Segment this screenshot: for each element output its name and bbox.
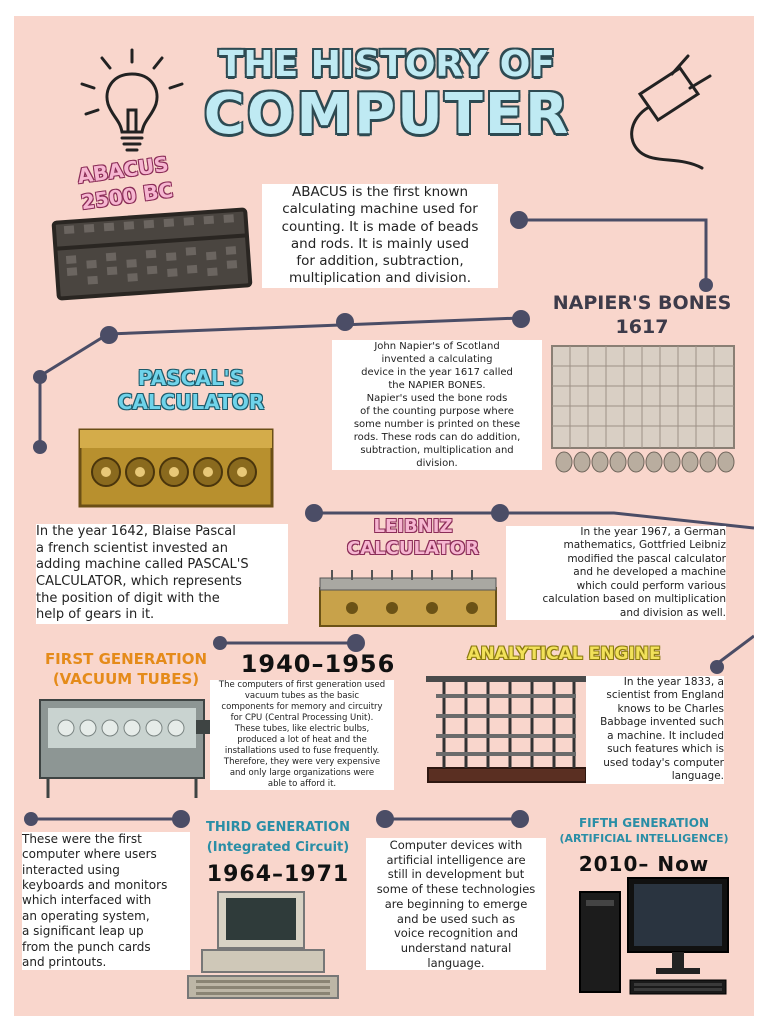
timeline-dot <box>699 278 713 292</box>
text-line: The computers of first generation used <box>218 680 386 690</box>
text-line: and division as well. <box>619 606 726 619</box>
text-line: In the year 1833, a <box>623 676 724 688</box>
text-line: adding machine called PASCAL'S <box>36 557 249 573</box>
ai-description <box>366 838 546 970</box>
text-line: an operating system, <box>22 908 150 923</box>
text-line: voice recognition and <box>393 926 519 941</box>
text-line: computer where users <box>22 847 157 862</box>
timeline-dot <box>100 326 118 344</box>
text-line: a machine. It included <box>607 729 724 742</box>
timeline-dot <box>512 310 530 328</box>
text-line: multiplication and division. <box>288 270 472 287</box>
third-gen-title-line-1: THIRD GENERATION <box>206 820 350 835</box>
poster <box>14 16 754 1016</box>
text-line: and rods. It is mainly used <box>290 235 470 252</box>
text-line: CALCULATOR, which represents <box>36 573 242 589</box>
timeline-dot <box>376 810 394 828</box>
analytical-engine-title: ANALYTICAL ENGINE <box>467 644 661 664</box>
vacuum-tube-computer-image <box>36 690 216 802</box>
abacus-title: ABACUS <box>76 151 170 189</box>
pascal-title-line-2: CALCULATOR <box>117 390 265 414</box>
text-line: invented a calculating <box>381 354 493 365</box>
text-line: interacted using <box>22 862 120 877</box>
fifth-gen-years: 2010– Now <box>578 852 710 876</box>
leibniz-title-line-2: CALCULATOR <box>347 538 479 559</box>
first-gen-description <box>210 680 394 790</box>
napier-description <box>332 340 542 470</box>
pascal-calculator-image <box>76 422 276 512</box>
timeline-dot <box>710 660 724 674</box>
text-line: mathematics, Gottfried Leibniz <box>563 539 726 552</box>
text-line: and be used such as <box>396 911 516 926</box>
text-line: help of gears in it. <box>36 607 155 623</box>
third-gen-title-line-2: (Integrated Circuit) <box>206 840 350 855</box>
pascal-description <box>36 524 288 624</box>
text-line: knows to be Charles <box>617 702 724 715</box>
fifth-gen-title-line-2: (ARTIFICIAL INTELLIGENCE) <box>559 832 729 845</box>
text-line: produced a lot of heat and the <box>237 735 367 746</box>
text-line: John Napier's of Scotland <box>374 341 500 352</box>
abacus-date: 2500 BC <box>79 177 175 215</box>
text-line: keyboards and monitors <box>22 878 168 893</box>
plug-icon <box>610 48 720 178</box>
text-line: which could perform various <box>576 579 726 592</box>
napier-bones-image <box>550 344 736 476</box>
timeline-dot <box>24 812 38 826</box>
text-line: and printouts. <box>22 954 107 969</box>
timeline-dot <box>172 810 190 828</box>
text-line: Computer devices with <box>389 838 523 852</box>
timeline-dot <box>213 636 227 650</box>
text-line: division. <box>416 458 458 469</box>
text-line: from the punch cards <box>22 939 151 954</box>
text-line: some number is printed on these <box>353 419 521 430</box>
text-line: and he developed a machine <box>573 566 726 579</box>
text-line: a french scientist invested an <box>36 540 228 556</box>
fifth-gen-title-line-1: FIFTH GENERATION <box>578 816 710 830</box>
timeline-dot <box>305 504 323 522</box>
text-line: such features which is <box>607 743 724 756</box>
text-line: components for memory and circuitry <box>221 702 383 713</box>
modern-pc-image <box>574 876 734 1004</box>
text-line: Therefore, they were very expensive <box>223 757 381 768</box>
first-gen-years: 1940–1956 <box>240 650 396 678</box>
napier-date: 1617 <box>615 316 669 338</box>
text-line: are beginning to emerge <box>384 896 528 911</box>
text-line: subtraction, multiplication and <box>360 445 514 456</box>
text-line: the position of digit with the <box>36 590 220 606</box>
text-line: calculating machine used for <box>282 201 478 218</box>
text-line: understand natural <box>400 941 512 956</box>
text-line: Napier's used the bone rods <box>366 393 508 404</box>
text-line: modified the pascal calculator <box>567 552 726 565</box>
timeline-dot <box>33 370 47 384</box>
title-line-2: COMPUTER <box>203 82 571 147</box>
analytical-engine-image <box>424 672 590 788</box>
leibniz-title-line-1: LEIBNIZ <box>373 516 453 537</box>
text-line: for CPU (Central Processing Unit). <box>230 713 374 724</box>
timeline-dot <box>33 440 47 454</box>
lightbulb-icon <box>72 44 192 164</box>
pascal-title-line-1: PASCAL'S <box>137 366 245 390</box>
text-line: some of these technologies <box>376 882 536 897</box>
napier-title: NAPIER'S BONES <box>552 292 732 314</box>
text-line: scientist from England <box>606 689 724 702</box>
text-line: In the year 1642, Blaise Pascal <box>36 524 236 539</box>
text-line: able to afford it. <box>267 779 337 790</box>
first-gen-title-line-1: FIRST GENERATION <box>44 650 208 668</box>
text-line: language. <box>671 770 724 783</box>
analytical-engine-description <box>586 676 724 784</box>
text-line: counting. It is made of beads <box>281 218 479 235</box>
abacus-image <box>50 206 254 302</box>
text-line: and only large organizations were <box>229 768 375 779</box>
text-line: of the counting purpose where <box>360 406 514 417</box>
leibniz-calculator-image <box>312 568 502 630</box>
text-line: calculation based on multiplication <box>542 593 726 606</box>
text-line: used today's computer <box>603 756 724 769</box>
first-gen-title-line-2: (VACUUM TUBES) <box>52 670 200 688</box>
text-line: These tubes, like electric bulbs, <box>234 724 370 735</box>
text-line: These were the first <box>22 832 142 846</box>
text-line: device in the year 1617 called <box>361 367 513 378</box>
text-line: language. <box>427 955 485 970</box>
leibniz-description <box>506 526 726 620</box>
ic-computer-image <box>182 888 346 1004</box>
timeline-dot <box>336 313 354 331</box>
text-line: installations used to fuse frequently. <box>224 746 380 757</box>
keyboard-era-description <box>22 832 190 970</box>
third-gen-years: 1964–1971 <box>206 862 350 887</box>
timeline-line <box>108 318 520 334</box>
timeline-dot <box>511 810 529 828</box>
abacus-description <box>262 184 498 288</box>
text-line: Babbage invented such <box>600 716 724 729</box>
title-line-1: THE HISTORY OF <box>219 44 555 85</box>
text-line: a significant leap up <box>22 924 144 939</box>
timeline-dot <box>510 211 528 229</box>
text-line: the NAPIER BONES. <box>388 380 486 391</box>
text-line: for addition, subtraction, <box>296 253 464 270</box>
text-line: rods. These rods can do addition, <box>353 432 521 443</box>
text-line: vacuum tubes as the basic <box>244 691 360 702</box>
text-line: In the year 1967, a German <box>580 526 726 538</box>
text-line: which interfaced with <box>22 893 152 908</box>
text-line: still in development but <box>387 867 525 882</box>
text-line: artificial intelligence are <box>386 852 526 867</box>
text-line: ABACUS is the first known <box>291 184 469 200</box>
timeline-line <box>519 220 706 284</box>
